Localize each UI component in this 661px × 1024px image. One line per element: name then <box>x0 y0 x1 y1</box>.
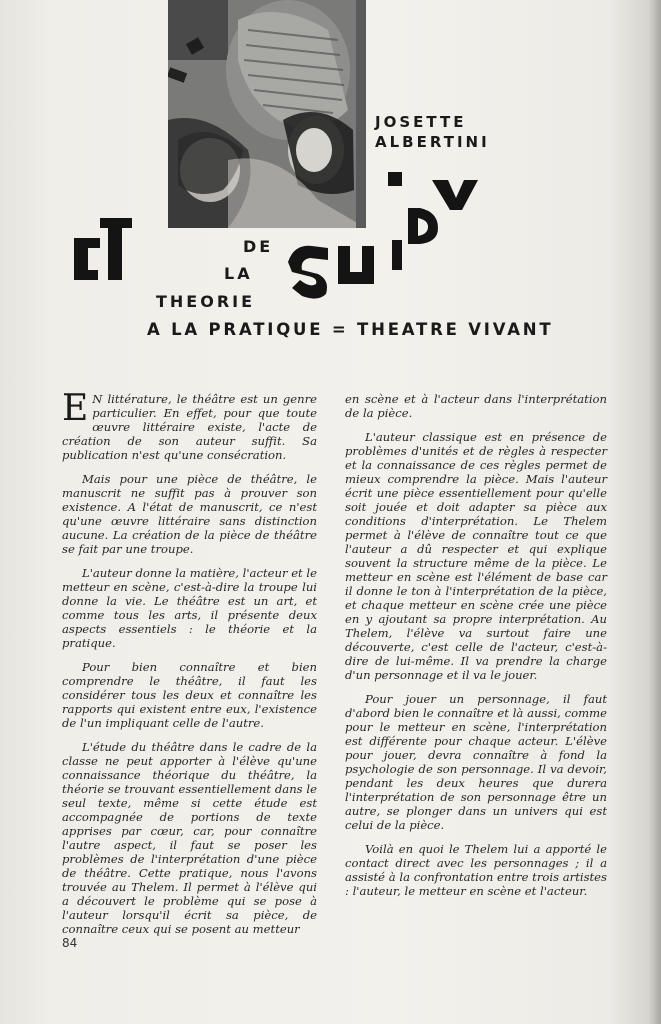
article-paragraph: en scène et à l'acteur dans l'interprétation de la pièce. <box>345 392 607 420</box>
article-paragraph: Pour jouer un personnage, il faut d'abord bien le connaître et là aussi, comme pour le metteur en scène, l'interprétation est différente pour chaque acteur. L'élève pour jouer, devra connaître à fond la psychologie de son personnage. Il va devoir, pendant les deux heures que durera l'interprétation de son personnage être un autre, se plonger dans un univers qui est celui de la pièce. <box>345 692 607 832</box>
page-number: 84 <box>62 936 78 950</box>
article-paragraph: E N littérature, le théâtre est un genre particulier. En effet, pour que toute œuvre littéraire existe, l'acte de création de son auteur suffit. Sa publication n'est qu'une consécration. <box>62 388 317 462</box>
article-paragraph: L'auteur classique est en présence de problèmes d'unités et de règles à respecter et la connaissance de ces règles permet de mieux comprendre la pièce. Mais l'auteur écrit une pièce essentiellement pour qu'elle soit jouée et doit adapter sa pièce aux conditions d'interprétation. Le Thelem permet à l'élève de connaître tout ce que l'auteur a dû respecter et qui explique souvent la structure même de la pièce. Le metteur en scène est l'élément de base car il donne le ton à l'interprétation de la pièce, et chaque metteur en scène crée une pièce en y ajoutant sa propre interprétation. Au Thelem, l'élève va surtout faire une découverte, c'est celle de l'acteur, c'est-à-dire de lui-même. Il va prendre la charge d'un personnage et il va le jouer. <box>345 430 607 682</box>
author-first-name: JOSETTE <box>375 113 467 131</box>
page-spine-shadow <box>648 0 661 1024</box>
article-column-left <box>62 388 317 946</box>
author-last-name: ALBERTINI <box>375 133 490 151</box>
stylized-title-left-glyphs <box>74 210 136 282</box>
article-paragraph: L'étude du théâtre dans le cadre de la classe ne peut apporter à l'élève qu'une connaissance théorique du théâtre, la théorie se trouvant essentiellement dans le seul texte, même si cette étude est accompagnée de portions de texte apprises par cœur, car, pour connaître l'autre aspect, il faut se poser les problèmes de l'interprétation d'une pièce de théâtre. Cette pratique, nous l'avons trouvée au Thelem. Il permet à l'élève qui a découvert le problème qui se pose à l'auteur lorsqu'il écrit sa pièce, de connaître ceux qui se posent au metteur <box>62 740 317 936</box>
title-word-de: DE <box>243 237 274 256</box>
article-paragraph: Mais pour une pièce de théâtre, le manuscrit ne suffit pas à prouver son existence. A l'état de manuscrit, ce n'est qu'une œuvre littéraire sans distinction aucune. La création de la pièce de théâtre se fait par une troupe. <box>62 472 317 556</box>
title-main-line: A LA PRATIQUE = THEATRE VIVANT <box>147 320 554 339</box>
article-column-right <box>345 392 607 908</box>
article-paragraph: Voilà en quoi le Thelem lui a apporté le contact direct avec les personnages ; il a assisté à la confrontation entre trois artistes : l'auteur, le metteur en scène et l'acteur. <box>345 842 607 898</box>
article-paragraph: L'auteur donne la matière, l'acteur et le metteur en scène, c'est-à-dire la troupe lui donne la vie. Le théâtre est un art, et comme tous les arts, il présente deux aspects essentiels : le théorie et la pratique. <box>62 566 317 650</box>
article-paragraph: Pour bien connaître et bien comprendre le théâtre, il faut les considérer tous les deux et connaître les rapports qui existent entre eux, l'existence de l'un impliquant celle de l'autre. <box>62 660 317 730</box>
drop-cap: E <box>62 388 89 429</box>
title-word-la: LA <box>224 264 253 283</box>
author-name <box>375 112 490 152</box>
title-word-theorie: THEORIE <box>156 292 256 311</box>
stylized-title-right-glyphs <box>288 170 478 302</box>
